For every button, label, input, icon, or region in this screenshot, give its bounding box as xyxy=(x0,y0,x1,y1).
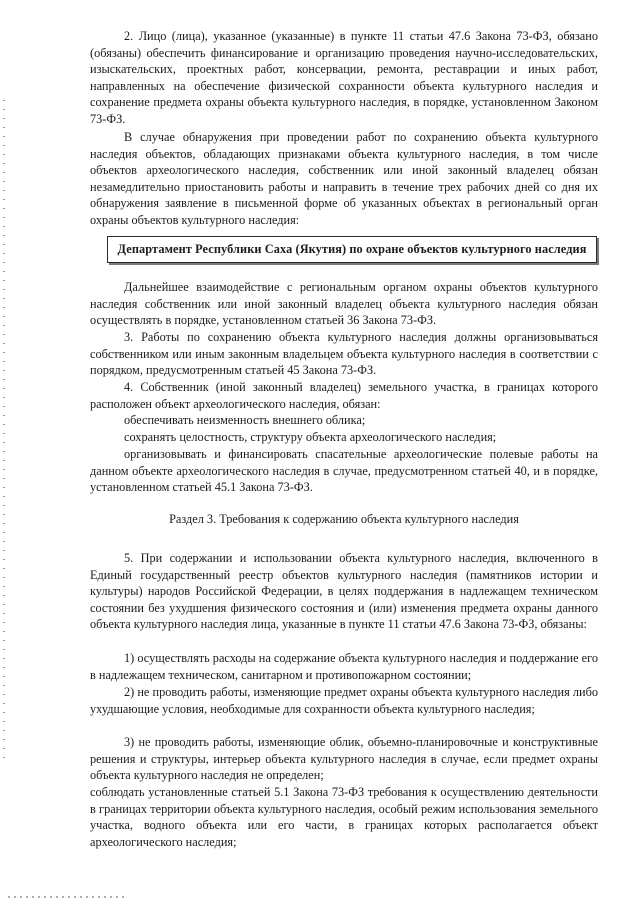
paragraph-discovery: В случае обнаружения при проведении работ по сохранению объекта культурного наследия объектов, обладающих признаками объекта культурного наследия, в том числе объектов археологического наследия, собственник или иной законный владелец обязан незамедлительно приостановить работы и направить в течение трех рабочих дней со дня их обнаружения заявление в письменной форме об указанных объектах в региональный орган охраны объектов культурного наследия: xyxy=(90,130,598,227)
department-box xyxy=(107,236,597,263)
list-item-rescue-works: организовывать и финансировать спасательные археологические полевые работы на данном объекте археологического наследия в случае, предусмотренном статьей 40, и в порядке, установленном статьей 45.1 Закона 73-ФЗ. xyxy=(90,447,598,495)
obligation-1: 1) осуществлять расходы на содержание объекта культурного наследия и поддержание его в надлежащем техническом, санитарном и противопожарном состоянии; xyxy=(90,651,598,682)
paragraph-2: 2. Лицо (лица), указанное (указанные) в пункте 11 статьи 47.6 Закона 73-ФЗ, обязано (обязаны) обеспечить финансирование и организацию проведения научно-исследовательских, изыскательских, проектных работ, консервации, ремонта, реставрации и иных работ, направленных на обеспечение физической сохранности объекта культурного наследия и сохранение предмета охраны объекта культурного наследия, в порядке, установленном Законом 73-ФЗ. xyxy=(90,29,598,126)
obligation-3: 3) не проводить работы, изменяющие облик, объемно-планировочные и конструктивные решения и структуры, интерьер объекта культурного наследия в случае, если предмет охраны объекта культурного наследия не определен; xyxy=(90,735,598,783)
paragraph-interaction: Дальнейшее взаимодействие с региональным органом охраны объектов культурного наследия собственник или иной законный владелец объекта культурного наследия обязан осуществлять в порядке, установленном статьей 36 Закона 73-ФЗ. xyxy=(90,280,598,328)
obligation-territory: соблюдать установленные статьей 5.1 Закона 73-ФЗ требования к осуществлению деятельности в границах территории объекта культурного наследия, особый режим использования земельного участка, водного объекта или его части, в границах которых располагается объект археологического наследия; xyxy=(90,785,598,849)
scan-margin-marks xyxy=(3,100,5,760)
section-3-heading: Раздел 3. Требования к содержанию объекта культурного наследия xyxy=(169,512,519,526)
department-name: Департамент Республики Саха (Якутия) по охране объектов культурного наследия xyxy=(117,242,587,256)
paragraph-4: 4. Собственник (иной законный владелец) земельного участка, в границах которого расположен объект археологического наследия, обязан: xyxy=(90,380,598,411)
list-item-appearance: обеспечивать неизменность внешнего облика; xyxy=(124,413,366,427)
list-item-integrity: сохранять целостность, структуру объекта археологического наследия; xyxy=(124,430,497,444)
scan-bottom-marks xyxy=(8,896,128,898)
obligation-2: 2) не проводить работы, изменяющие предмет охраны объекта культурного наследия либо ухудшающие условия, необходимые для сохранности объекта культурного наследия; xyxy=(90,685,598,716)
paragraph-3: 3. Работы по сохранению объекта культурного наследия должны организовываться собственником или иным законным владельцем объекта культурного наследия в соответствии с порядком, предусмотренным статьей 45 Закона 73-ФЗ. xyxy=(90,330,598,378)
paragraph-5: 5. При содержании и использовании объекта культурного наследия, включенного в Единый государственный реестр объектов культурного наследия (памятников истории и культуры) народов Российской Федерации, в целях поддержания в надлежащем техническом состоянии без ухудшения физического состояния и (или) изменения предмета охраны данного объекта культурного наследия лица, указанные в пункте 11 статьи 47.6 Закона 73-ФЗ, обязаны: xyxy=(90,551,598,632)
